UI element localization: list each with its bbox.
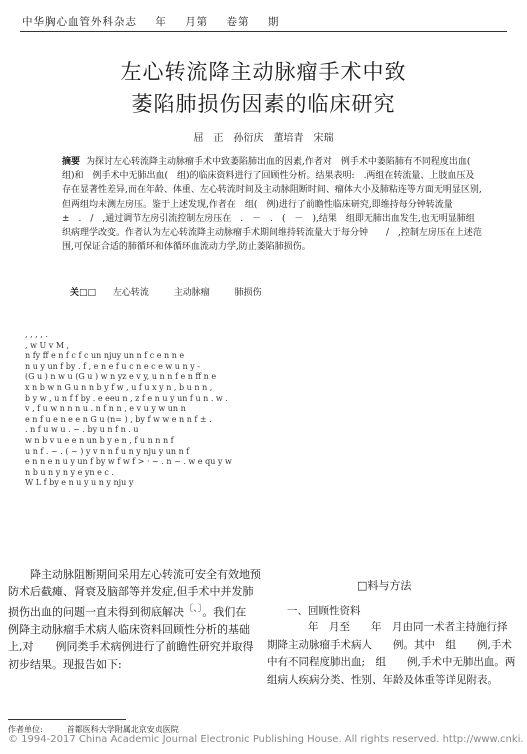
english-line: u n f . ~ . ( ~ ) y v n n f u n y nju y un n f <box>25 446 190 456</box>
english-line: w n b v u e e n un b y e n , f u n n n f <box>25 435 174 445</box>
english-line: e n f u e n e e n G u (n= ) , by f w w e n n f ± . <box>25 414 212 424</box>
author-affiliation: 作者单位: 首都医科大学附属北京安贞医院 <box>8 725 179 734</box>
intro-column <box>8 566 269 673</box>
intro-text-1: 降主动脉阻断期间采用左心转流可安全有效地预防术后截瘫、肾衰及脑部等并发症,但手术中并发肺损伤出血的问题一直未得到彻底解决 <box>8 568 261 620</box>
english-line: e n n e n u y un f by w f w f > · ~ . n ~ . w e qu y w <box>25 457 232 467</box>
header-volume: 卷第 <box>226 16 250 28</box>
subsection-title: 一、回顾性资料 <box>287 605 361 617</box>
author-list: 屈 正 孙衍庆 董培青 宋瑞 <box>193 133 334 144</box>
methods-paragraph: 年 月至 年 月由同一术者主持施行择期降主动脉瘤手术病人 例。其中 组 例,手术中有不同程度肺出血; 组 例,手术中无肺出血。两组病人疾病分类、性别、年龄及体重等详见附表。 <box>267 621 516 686</box>
english-line: v , f u w n n n u . n f n n , e v u y w un n <box>25 404 186 414</box>
english-line: , w U v M , <box>25 340 70 350</box>
intro-paragraph <box>8 566 269 673</box>
header-rule <box>20 31 507 32</box>
english-line: x n b w n G u n n b y f w , u f u x y n , b u n n , <box>25 382 213 392</box>
keyword-3: 肺损伤 <box>234 288 262 298</box>
section-title: □料与方法 <box>357 579 412 592</box>
abstract-text: 为探讨左心转流降主动脉瘤手术中致萎陷肺出血的因素,作者对 例手术中萎陷肺有不同程度出血( 组)和 例手术中无肺出血( 组)的临床资料进行了回顾性分析。结果表明: .两组在转流量、上肢血压及 存在显著性差异,而在年龄、体重、左心转流时间及主动脉阻断时间、瘤体大小及肺粘连等方面无明显区别,但两组均未测左房压。鉴于上述发现,作者在 组( 例)进行了前瞻性临床研究,即维持每分钟转流量 ± . / ,通过调节左房引流控制左房压在 . － . ( － ),结果 组即无肺出血发生,也无明显肺组织病理学改变。作者认为左心转流降主动脉瘤手术期间维持转流量大于每分钟 / ,控制左房压在上述范围,可保证合适的肺循环和体循环血流动力学,防止萎陷肺损伤。 <box>62 157 493 253</box>
english-line: (G u ) n w u (G u ) w n yz e v y, u n n f e n ff n e <box>25 372 217 382</box>
footnote-rule <box>8 719 126 720</box>
keyword-1: 左心转流 <box>112 288 149 298</box>
english-line: , , , , . <box>25 330 48 339</box>
english-line: . n f u w u . ~ . by u n f n . u <box>25 425 139 435</box>
header-issue: 期 <box>267 16 280 28</box>
english-line: b y w , u n f f by . e eeu n , z f e n u y un f u n . w . <box>25 393 228 403</box>
header-year: 年 <box>155 16 167 28</box>
keywords <box>70 285 284 298</box>
english-line: n fy ff e n f c f c un njuy un n f c e n n e <box>25 351 185 361</box>
journal-name: 中华胸心血管外科杂志 <box>22 16 137 28</box>
running-header <box>22 14 293 29</box>
intro-text-2: 。我们在 例降主动脉瘤手术病人临床资料回顾性分析的基础上,对 例同类手术病例进行了前瞻性研究并取得初步结果。现报告如下: <box>8 606 269 671</box>
abstract-label: 摘要 <box>62 157 81 167</box>
english-abstract <box>25 330 505 489</box>
english-line: n u y un f by . f , e n e f u c n e c e w u n y - <box>25 361 200 371</box>
english-line: n b u n y n y e yn e c . <box>25 467 114 477</box>
citation-marker: 〔、〕 <box>184 603 203 615</box>
title-line-2: 萎陷肺损伤因素的临床研究 <box>131 92 396 116</box>
copyright-watermark: © 1994-2017 China Academic Journal Electronic Publishing House. All rights reserved. http://www.cnki. <box>8 734 524 745</box>
keyword-2: 主动脉瘤 <box>173 288 210 298</box>
english-line: W L f by e n u y u n y nju y <box>25 478 134 488</box>
keywords-label: 关□□ <box>70 288 97 298</box>
abstract <box>62 155 493 254</box>
title-line-1: 左心转流降主动脉瘤手术中致 <box>120 60 407 84</box>
header-month: 月第 <box>185 16 209 28</box>
methods-column <box>267 619 517 689</box>
